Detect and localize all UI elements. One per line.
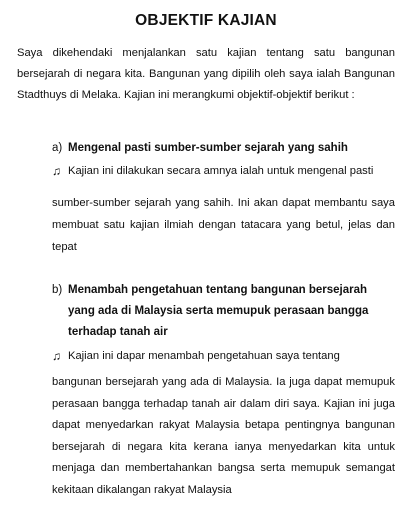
section-b-note-first [52, 346, 395, 367]
section-b-marker: b) [52, 283, 63, 296]
section-b-note-rest: bangunan bersejarah yang ada di Malaysia. Ia juga dapat memupuk perasaan bangga terhadap tanah air dalam diri saya. Kajian ini juga dapat menyedarkan rakyat Malaysia betapa pentingnya bangunan bersejarah di negara kita kerana ianya menyedarkan kita untuk menjaga dan membertahankan bangsa serta memupuk semangat kekitaan dikalangan rakyat Malaysia [52, 376, 395, 496]
page-title: OBJEKTIF KAJIAN [135, 12, 277, 29]
music-note-icon: ♫ [52, 348, 61, 363]
section-b-heading [52, 280, 395, 343]
section-b-title: Menambah pengetahuan tentang bangunan bersejarah yang ada di Malaysia serta memupuk perasaan bangga terhadap tanah air [68, 283, 369, 338]
section-a-marker: a) [52, 142, 63, 154]
intro-paragraph: Saya dikehendaki menjalankan satu kajian tentang satu bangunan bersejarah di negara kita. Bangunan yang dipilih oleh saya ialah Bangunan Stadthuys di Melaka. Kajian ini merangkumi objektif-objektif berikut : [17, 47, 395, 101]
section-a-note-rest: sumber-sumber sejarah yang sahih. Ini akan dapat membantu saya membuat satu kajian ilmiah dengan tatacara yang betul, jelas dan tepat [52, 196, 395, 253]
section-b-note-first-text: Kajian ini dapar menambah pengetahuan saya tentang [68, 349, 340, 362]
section-a-note-first-text: Kajian ini dilakukan secara amnya ialah untuk mengenal pasti [68, 165, 374, 177]
section-a-heading [52, 138, 395, 159]
section-a [17, 138, 395, 258]
section-b [17, 280, 395, 502]
section-a-note-first [52, 161, 395, 182]
music-note-icon: ♫ [52, 164, 61, 178]
section-a-title: Mengenal pasti sumber-sumber sejarah yang sahih [68, 142, 348, 154]
